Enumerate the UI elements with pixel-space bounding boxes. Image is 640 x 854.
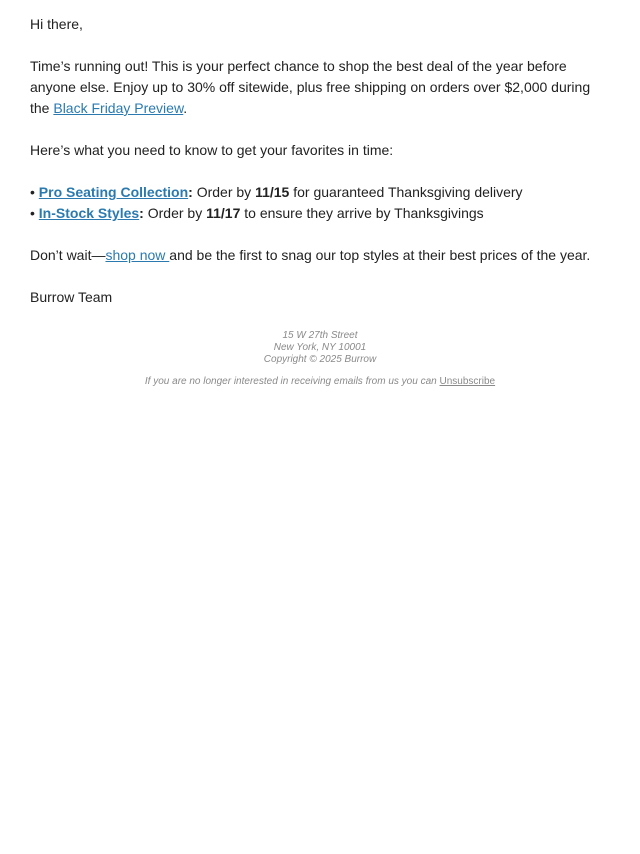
know-line: Here’s what you need to know to get your favorites in time: <box>30 142 394 158</box>
email-body <box>0 0 640 388</box>
shop-now-link[interactable]: shop now <box>105 247 170 263</box>
bullet-colon: : <box>188 184 193 200</box>
delivery-note: for guaranteed Thanksgiving delivery <box>289 184 523 200</box>
bullet-glyph: • <box>30 184 35 200</box>
copyright-text: Copyright © 2025 Burrow <box>263 354 377 365</box>
greeting: Hi there, <box>30 16 83 32</box>
black-friday-preview-link[interactable]: Black Friday Preview <box>53 100 184 116</box>
email-footer <box>30 330 610 388</box>
bullet-glyph: • <box>30 205 35 221</box>
list-item-in-stock <box>30 203 610 224</box>
list-item-pro-seating <box>30 182 610 203</box>
delivery-bullet-list <box>30 182 610 224</box>
cta-paragraph <box>30 245 610 266</box>
unsubscribe-text: If you are no longer interested in receiving emails from us you can <box>144 376 440 387</box>
order-by-text: Order by <box>143 205 207 221</box>
address-street: 15 W 27th Street <box>282 330 358 341</box>
order-date: 11/17 <box>206 205 241 221</box>
delivery-note: to ensure they arrive by Thanksgivings <box>240 205 484 221</box>
cta-rest: and be the first to snag our top styles at their best prices of the year. <box>169 247 591 263</box>
pro-seating-collection-link[interactable]: Pro Seating Collection <box>38 184 189 200</box>
cta-text: Don’t wait— <box>30 247 106 263</box>
bullet-colon: : <box>139 205 144 221</box>
unsubscribe-link[interactable]: Unsubscribe <box>439 376 496 387</box>
order-date: 11/15 <box>255 184 290 200</box>
in-stock-styles-link[interactable]: In-Stock Styles <box>38 205 140 221</box>
unsubscribe-line <box>30 376 610 388</box>
intro-period: . <box>183 100 188 116</box>
intro-text: Time’s running out! This is your perfect chance to shop the best deal of the year before anyone else. Enjoy up to 30% off sitewide, plus free shipping on orders over $2,000 during the <box>30 58 591 116</box>
order-by-text: Order by <box>192 184 256 200</box>
address-city: New York, NY 10001 <box>273 342 367 353</box>
intro-paragraph <box>30 56 610 119</box>
signature: Burrow Team <box>30 289 113 305</box>
